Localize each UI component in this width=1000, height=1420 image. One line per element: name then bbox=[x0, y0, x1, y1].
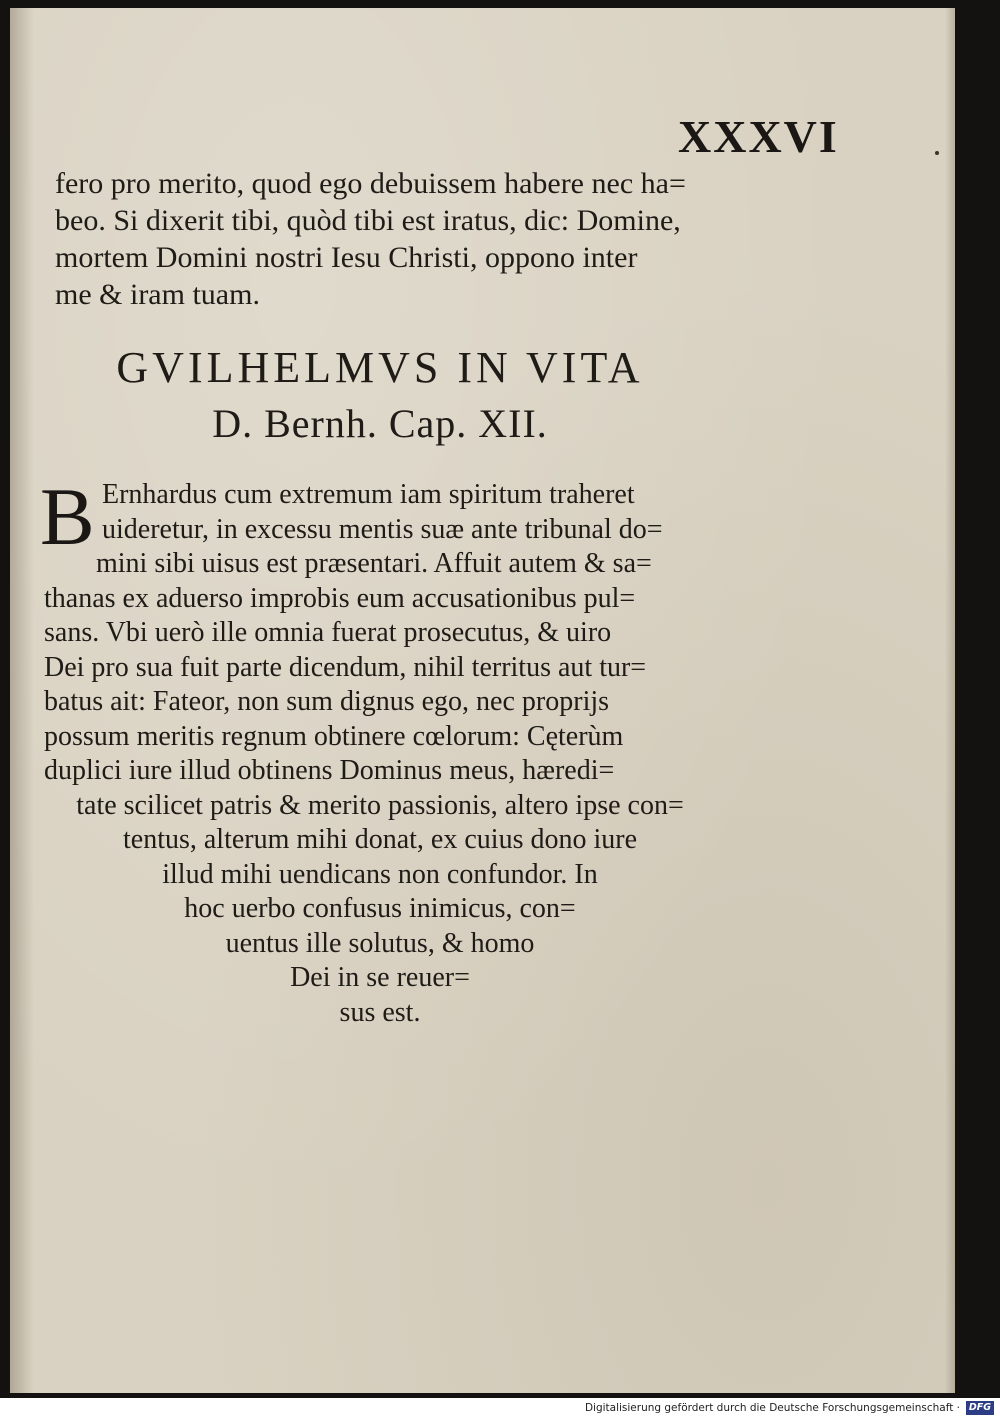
text-line: sans. Vbi uerò ille omnia fuerat prosecutus, & uiro bbox=[44, 617, 612, 648]
text-line: sus est. bbox=[339, 996, 421, 1028]
text-line: beo. Si dixerit tibi, quòd tibi est iratus, dic: Domine, bbox=[55, 204, 681, 237]
top-paragraph bbox=[55, 165, 735, 313]
text-line: Dei pro sua fuit parte dicendum, nihil territus aut tur= bbox=[44, 651, 647, 683]
dfg-logo: DFG bbox=[966, 1401, 994, 1415]
text-line: Dei in se reuer= bbox=[290, 962, 470, 993]
text-line: uentus ille solutus, & homo bbox=[225, 927, 535, 959]
footer-credit: Digitalisierung gefördert durch die Deutsche Forschungsgemeinschaft · bbox=[584, 1402, 960, 1414]
spine-shadow bbox=[10, 8, 34, 1393]
text-line: possum meritis regnum obtinere cœlorum: Cęterùm bbox=[44, 720, 624, 752]
text-line: batus ait: Fateor, non sum dignus ego, nec proprijs bbox=[44, 686, 610, 717]
body-paragraph bbox=[40, 471, 720, 1030]
heading-line-2: D. Bernh. Cap. XII. bbox=[212, 401, 548, 446]
text-line: mini sibi uisus est præsentari. Affuit autem & sa= bbox=[96, 548, 652, 579]
paper-speck bbox=[935, 151, 939, 155]
heading-line-1: GVILHELMVS IN VITA bbox=[116, 343, 644, 392]
text-line: mortem Domini nostri Iesu Christi, oppono inter bbox=[55, 241, 638, 274]
text-line: hoc uerbo confusus inimicus, con= bbox=[184, 893, 576, 924]
text-line: me & iram tuam. bbox=[55, 278, 260, 311]
text-line: fero pro merito, quod ego debuissem habere nec ha= bbox=[55, 167, 686, 200]
text-line: tentus, alterum mihi donat, ex cuius dono iure bbox=[122, 824, 637, 855]
section-heading bbox=[30, 340, 730, 452]
page-edge-shadow bbox=[945, 8, 955, 1393]
text-line: illud mihi uendicans non confundor. In bbox=[162, 858, 598, 890]
text-line: duplici iure illud obtinens Dominus meus, hæredi= bbox=[44, 755, 615, 786]
text-line: uideretur, in excessu mentis suæ ante tribunal do= bbox=[102, 513, 663, 545]
text-line: thanas ex aduerso improbis eum accusationibus pul= bbox=[44, 582, 636, 614]
text-line: tate scilicet patris & merito passionis, altero ipse con= bbox=[76, 789, 684, 821]
page-folio-number: XXXVI bbox=[678, 111, 839, 162]
text-line-content: Ernhardus cum extremum iam spiritum traheret bbox=[102, 479, 635, 510]
drop-cap: B bbox=[40, 471, 95, 562]
